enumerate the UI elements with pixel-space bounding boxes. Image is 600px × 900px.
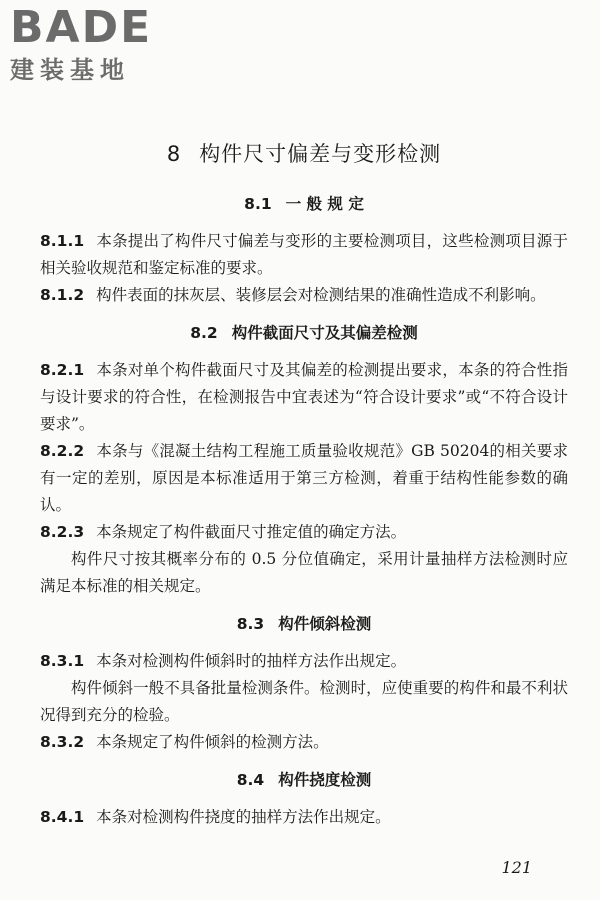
page-content	[40, 138, 568, 831]
section-number: 8.2	[190, 324, 218, 342]
clause-text: 构件表面的抹灰层、装修层会对检测结果的准确性造成不利影响。	[96, 286, 546, 304]
clause-text: 本条提出了构件尺寸偏差与变形的主要检测项目，这些检测项目源于相关验收规范和鉴定标准的要求。	[40, 232, 568, 277]
clause-8-3-1	[40, 648, 568, 675]
clause-text: 本条对检测构件倾斜时的抽样方法作出规定。	[96, 652, 407, 670]
section-title: 构件挠度检测	[278, 771, 372, 789]
clause-text: 本条对检测构件挠度的抽样方法作出规定。	[96, 808, 391, 826]
clause-8-1-1	[40, 228, 568, 282]
chapter-number: 8	[166, 142, 182, 166]
clause-8-4-1	[40, 804, 568, 831]
section-heading-8-1	[40, 192, 568, 214]
section-number: 8.4	[236, 771, 265, 789]
clause-number: 8.1.2	[40, 286, 85, 304]
section-heading-8-3	[40, 612, 568, 634]
clause-8-2-3	[40, 519, 568, 546]
section-number: 8.3	[236, 615, 265, 633]
clause-number: 8.2.1	[40, 361, 85, 379]
clause-number: 8.3.2	[40, 733, 85, 751]
paragraph-8-3-1-detail: 构件倾斜一般不具备批量检测条件。检测时，应使重要的构件和最不利状况得到充分的检验。	[40, 679, 568, 724]
clause-number: 8.1.1	[40, 232, 85, 250]
clause-text: 本条规定了构件倾斜的检测方法。	[96, 733, 329, 751]
clause-number: 8.2.3	[40, 523, 85, 541]
paragraph-8-2-3-detail: 构件尺寸按其概率分布的 0.5 分位值确定，采用计量抽样方法检测时应满足本标准的相关规定。	[40, 550, 568, 595]
clause-number: 8.3.1	[40, 652, 85, 670]
logo-word: BADE	[10, 2, 153, 53]
clause-number: 8.2.2	[40, 442, 85, 460]
page-number: 121	[501, 858, 532, 877]
clause-8-1-2	[40, 282, 568, 309]
clause-8-2-2	[40, 438, 568, 519]
section-title: 构件截面尺寸及其偏差检测	[231, 324, 418, 342]
section-title: 一 般 规 定	[285, 195, 364, 213]
section-heading-8-4	[40, 768, 568, 790]
clause-8-2-1	[40, 357, 568, 438]
logo-chinese: 建装基地	[10, 56, 130, 84]
chapter-title-text: 构件尺寸偏差与变形检测	[199, 142, 442, 166]
section-heading-8-2	[40, 321, 568, 343]
clause-8-3-2	[40, 729, 568, 756]
chapter-title	[40, 138, 568, 168]
clause-text: 本条对单个构件截面尺寸及其偏差的检测提出要求，本条的符合性指与设计要求的符合性，在检测报告中宜表述为“符合设计要求”或“不符合设计要求”。	[40, 361, 568, 433]
logo	[10, 2, 153, 84]
clause-text: 本条与《混凝土结构工程施工质量验收规范》GB 50204的相关要求有一定的差别，原因是本标准适用于第三方检测，着重于结构性能参数的确认。	[40, 442, 568, 514]
clause-text: 本条规定了构件截面尺寸推定值的确定方法。	[96, 523, 407, 541]
section-title: 构件倾斜检测	[278, 615, 372, 633]
clause-number: 8.4.1	[40, 808, 85, 826]
section-number: 8.1	[244, 195, 272, 213]
